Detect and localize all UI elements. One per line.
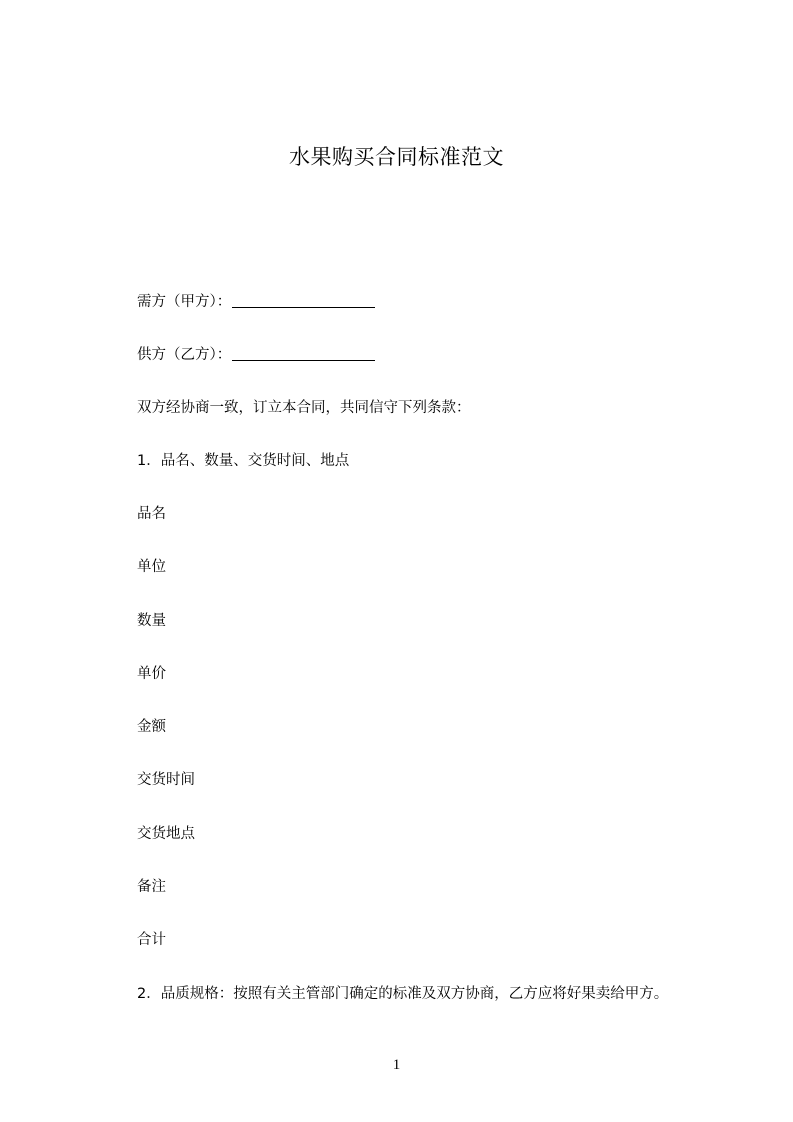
intro-paragraph: 双方经协商一致，订立本合同，共同信守下列条款： (137, 400, 471, 416)
seller-line (137, 344, 375, 365)
buyer-line (137, 291, 375, 312)
buyer-label: 需方（甲方）： (137, 294, 232, 310)
buyer-blank (232, 293, 375, 308)
item-amount: 金额 (137, 719, 166, 735)
item-quantity: 数量 (137, 613, 166, 629)
item-delivery-time: 交货时间 (137, 772, 195, 788)
section1-heading: 1．品名、数量、交货时间、地点 (137, 453, 350, 469)
document-title: 水果购买合同标准范文 (289, 145, 504, 169)
page-number: 1 (392, 1057, 401, 1073)
item-total: 合计 (137, 932, 166, 948)
item-unit: 单位 (137, 559, 166, 575)
item-remarks: 备注 (137, 879, 166, 895)
seller-label: 供方（乙方）： (137, 347, 232, 363)
item-unit-price: 单价 (137, 666, 166, 682)
seller-blank (232, 346, 375, 361)
item-delivery-place: 交货地点 (137, 826, 195, 842)
section2-paragraph: 2．品质规格：按照有关主管部门确定的标准及双方协商，乙方应将好果卖给甲方。 (137, 986, 669, 1002)
item-name: 品名 (137, 506, 166, 522)
